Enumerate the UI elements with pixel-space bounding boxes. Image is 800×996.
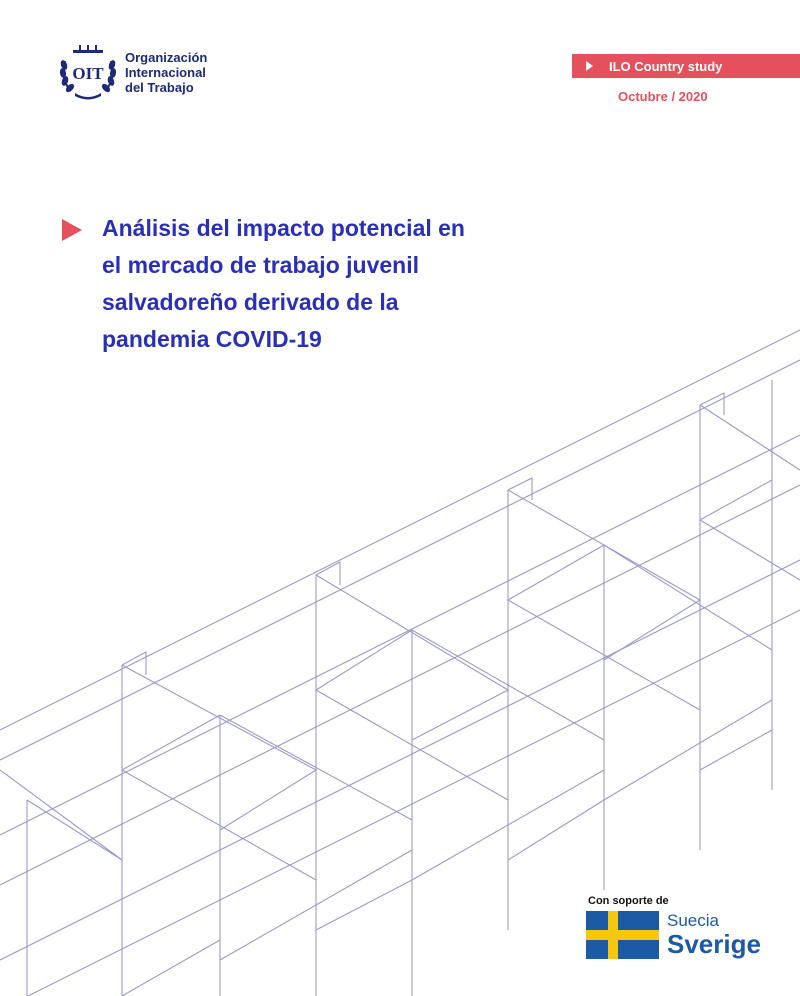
support-block <box>586 895 761 959</box>
sweden-names <box>667 911 761 959</box>
organization-name-line: Internacional <box>125 64 206 80</box>
title-arrow-icon <box>62 219 82 241</box>
title-line: el mercado de trabajo juvenil <box>102 252 419 278</box>
organization-name-line: del Trabajo <box>125 79 194 95</box>
title-line: Análisis del impacto potencial en <box>102 215 465 241</box>
document-title <box>102 210 522 358</box>
series-tag <box>572 54 800 78</box>
publication-date: Octubre / 2020 <box>618 89 708 104</box>
oit-logo <box>57 41 207 103</box>
oit-laurel-emblem-icon <box>57 41 119 103</box>
support-label: Con soporte de <box>588 895 669 907</box>
sweden-logo <box>586 911 761 959</box>
play-arrow-icon <box>586 61 593 71</box>
series-label: ILO Country study <box>609 58 723 74</box>
country-name-es: Suecia <box>667 911 719 930</box>
organization-name-line: Organización <box>125 49 208 65</box>
title-line: salvadoreño derivado de la <box>102 289 399 315</box>
organization-name <box>125 50 207 95</box>
emblem-letters: OIT <box>72 64 104 83</box>
country-name-sv: Sverige <box>667 929 761 959</box>
title-line: pandemia COVID-19 <box>102 326 322 352</box>
sweden-flag-icon <box>586 911 659 959</box>
